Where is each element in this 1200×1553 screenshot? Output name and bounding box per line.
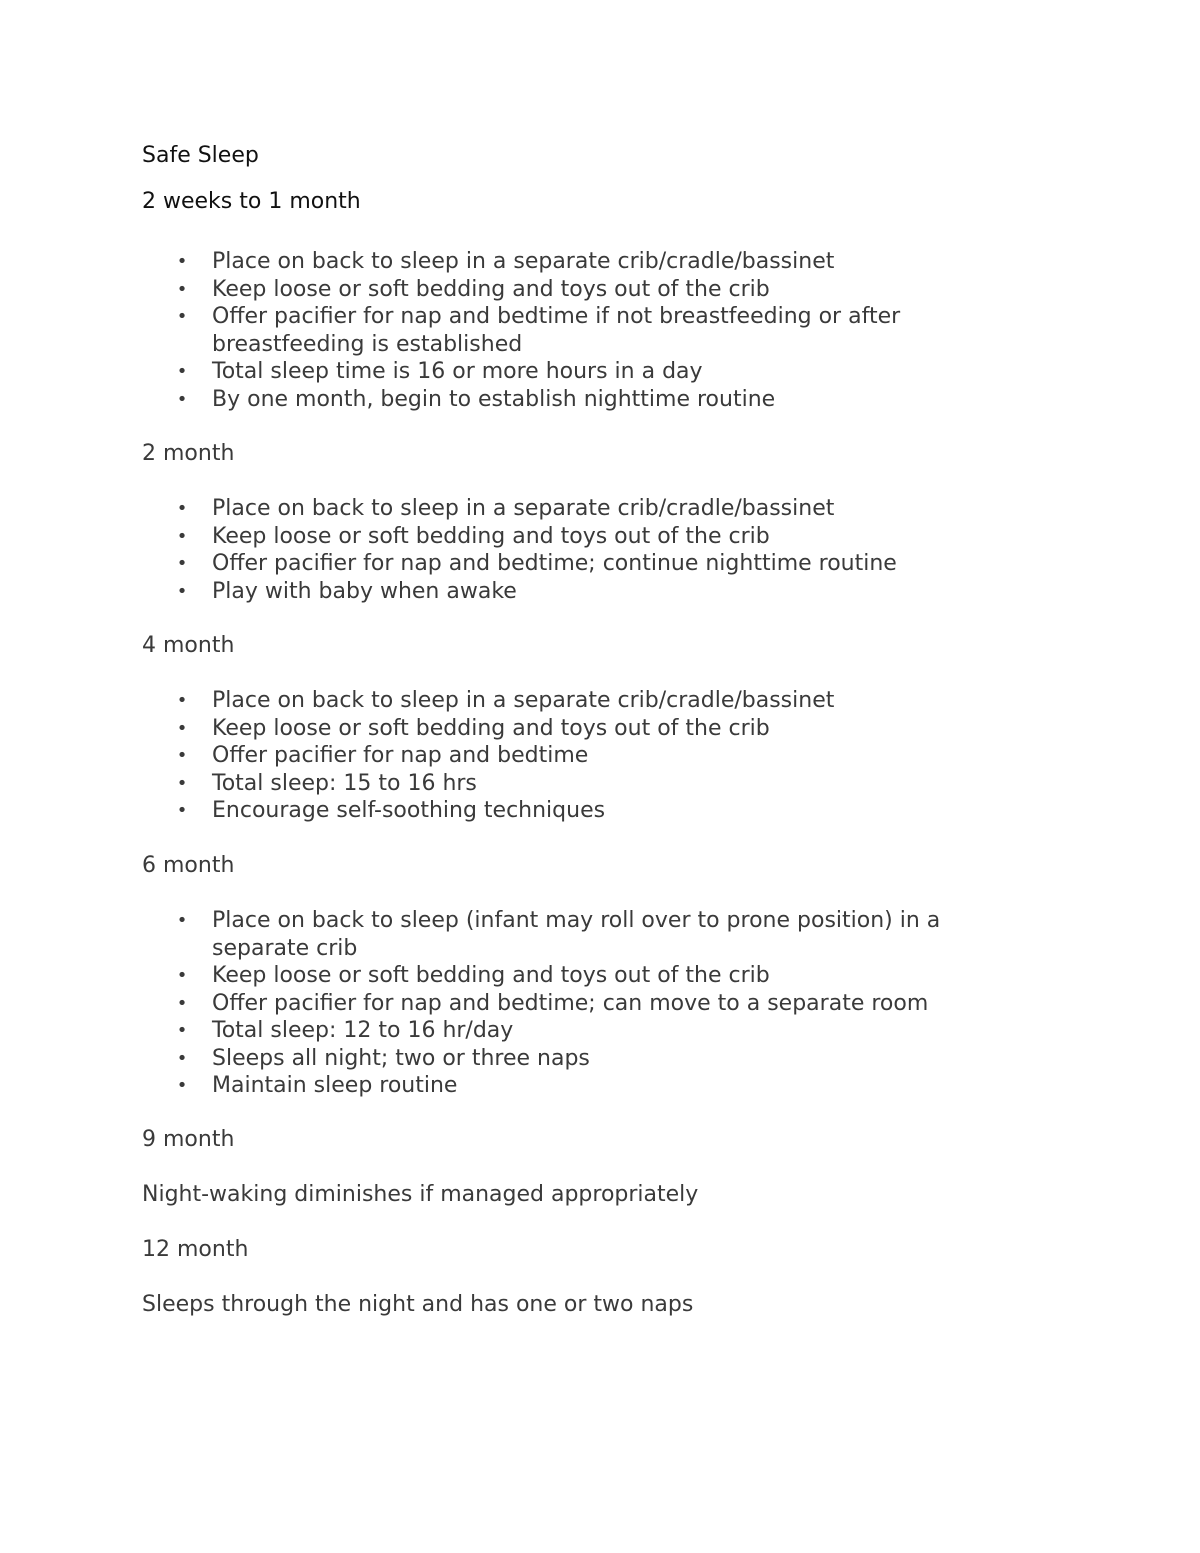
list-item-text: Keep loose or soft bedding and toys out of the crib — [212, 276, 770, 302]
list-item — [142, 386, 1042, 414]
list-item-text: Place on back to sleep in a separate crib/cradle/bassinet — [212, 496, 835, 521]
list-item — [142, 962, 1042, 990]
section-heading-9-month: 9 month — [142, 1127, 235, 1152]
list-item-text: Offer pacifier for nap and bedtime — [212, 743, 589, 768]
bullet-icon: • — [176, 306, 188, 327]
bullet-list-2-month — [142, 495, 1042, 605]
bullet-list-4-month — [142, 687, 1042, 825]
list-item-text: Play with baby when awake — [212, 578, 517, 604]
section-heading-2-month: 2 month — [142, 441, 235, 466]
bullet-icon: • — [176, 1020, 188, 1041]
bullet-icon: • — [176, 690, 188, 711]
bullet-icon: • — [176, 910, 188, 931]
section-paragraph-12-month: Sleeps through the night and has one or two naps — [142, 1292, 694, 1317]
bullet-icon: • — [176, 580, 188, 602]
section-heading-2-weeks: 2 weeks to 1 month — [142, 189, 361, 214]
list-item-text: Place on back to sleep (infant may roll over to prone position) in a separate crib — [212, 908, 941, 961]
list-item — [142, 742, 1042, 770]
list-item — [142, 715, 1042, 743]
bullet-icon: • — [176, 1075, 188, 1096]
list-item — [142, 578, 1042, 606]
bullet-icon: • — [176, 800, 188, 821]
bullet-icon: • — [176, 717, 188, 739]
list-item-text: Offer pacifier for nap and bedtime; continue nighttime routine — [212, 551, 897, 576]
list-item-text: Keep loose or soft bedding and toys out of the crib — [212, 523, 770, 549]
list-item — [142, 248, 1042, 276]
bullet-icon: • — [176, 361, 188, 382]
list-item-text: Encourage self-soothing techniques — [212, 798, 606, 823]
list-item — [142, 687, 1042, 715]
list-item — [142, 1017, 1042, 1045]
bullet-icon: • — [176, 251, 188, 272]
list-item-text: By one month, begin to establish nighttime routine — [212, 386, 776, 412]
bullet-icon: • — [176, 992, 188, 1014]
bullet-icon: • — [176, 278, 188, 300]
bullet-icon: • — [176, 498, 188, 519]
section-paragraph-9-month: Night-waking diminishes if managed appropriately — [142, 1182, 699, 1207]
list-item-text: Maintain sleep routine — [212, 1073, 458, 1098]
bullet-icon: • — [176, 388, 188, 410]
list-item — [142, 358, 1042, 386]
section-heading-6-month: 6 month — [142, 853, 235, 878]
list-item-text: Total sleep: 15 to 16 hrs — [212, 770, 477, 796]
list-item — [142, 907, 1042, 962]
list-item — [142, 523, 1042, 551]
section-heading-12-month: 12 month — [142, 1237, 249, 1262]
bullet-icon: • — [176, 772, 188, 794]
bullet-icon: • — [176, 1047, 188, 1069]
bullet-list-6-month — [142, 907, 1042, 1100]
list-item-text: Total sleep time is 16 or more hours in a day — [212, 359, 703, 384]
list-item-text: Total sleep: 12 to 16 hr/day — [212, 1018, 514, 1043]
list-item — [142, 797, 1042, 825]
section-heading-4-month: 4 month — [142, 633, 235, 658]
bullet-icon: • — [176, 965, 188, 986]
list-item-text: Place on back to sleep in a separate crib/cradle/bassinet — [212, 249, 835, 274]
list-item — [142, 770, 1042, 798]
list-item-text: Sleeps all night; two or three naps — [212, 1045, 590, 1071]
bullet-icon: • — [176, 553, 188, 574]
list-item — [142, 1072, 1042, 1100]
bullet-list-2-weeks — [142, 248, 1042, 413]
list-item-text: Offer pacifier for nap and bedtime; can move to a separate room — [212, 990, 929, 1016]
list-item-text: Offer pacifier for nap and bedtime if not breastfeeding or after breastfeeding is established — [212, 304, 901, 357]
list-item — [142, 550, 1042, 578]
list-item — [142, 1045, 1042, 1073]
list-item — [142, 303, 1042, 358]
bullet-icon: • — [176, 745, 188, 766]
list-item-text: Keep loose or soft bedding and toys out of the crib — [212, 963, 770, 988]
list-item — [142, 276, 1042, 304]
document-title: Safe Sleep — [142, 143, 259, 168]
list-item — [142, 990, 1042, 1018]
list-item-text: Keep loose or soft bedding and toys out of the crib — [212, 715, 770, 741]
list-item — [142, 495, 1042, 523]
list-item-text: Place on back to sleep in a separate crib/cradle/bassinet — [212, 688, 835, 713]
bullet-icon: • — [176, 525, 188, 547]
